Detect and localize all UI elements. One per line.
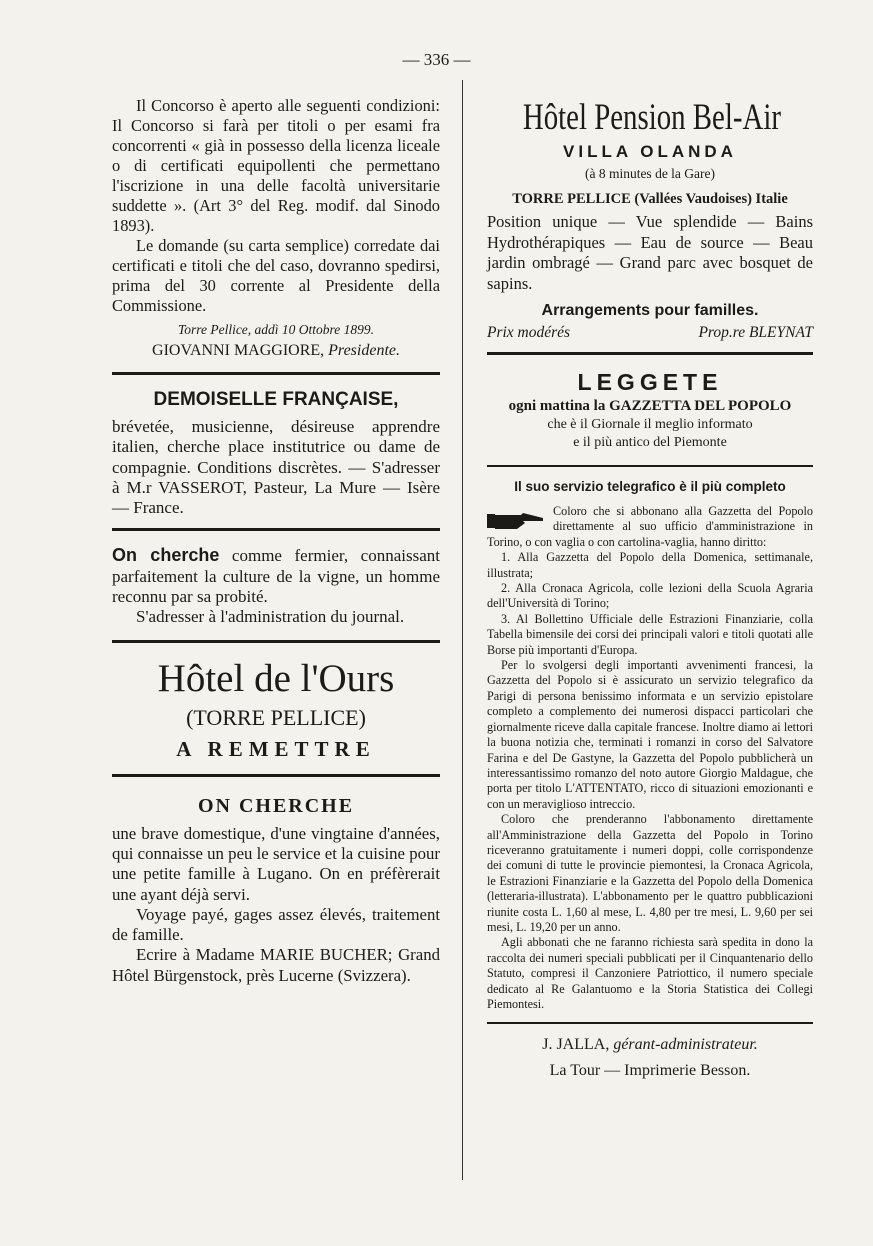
gazzetta-coloro: Coloro che prenderanno l'abbonamento direttamente all'Amministrazione della Gazzetta del Popolo in Torino riceveranno gratuitamente i numeri doppi, colle corrispondenze dei comuni di tutte le provincie piemontesi, la Cronaca Agricola, le Estrazioni Finanziarie e la Gazzetta del Popolo della Domenica (letteraria-illustrata). L'abbonamento per le quattro pubblicazioni riunite costa L. 1,60 al mese, L. 4,80 per tre mesi, L. 9,60 per sei mesi, L. 19,20 per un anno. xyxy=(487,812,813,934)
oncherche-paragraph-2: Voyage payé, gages assez élevés, traitement de famille. xyxy=(112,904,440,945)
gerant-line xyxy=(487,1036,813,1054)
gazzetta-svolgersi: Per lo svolgersi degli importanti avvenimenti francesi, la Gazzetta del Popolo si è assicurato un servizio telegrafico da Parigi di persona benissimo informata e un servizio epistolare completo a complemento dei numerosi dispacci particolari che giornalmente riceve dalla capitale francese. Inoltre diamo ai lettori la buona notizia che, terminati i romanzi in corso del Salvatore Farina e del De Gastyne, la Gazzetta del Popolo pubblicherà un interessantissimo romanzo del noto autore Giorgio Maldague, che porta per titolo L'ATTENTATO, ricco di situazioni emozionanti e con un meraviglioso intreccio. xyxy=(487,658,813,811)
fermier-paragraph xyxy=(112,545,440,607)
gazzetta-line-1: ogni mattina la GAZZETTA DEL POPOLO xyxy=(508,398,792,414)
fermier-contact: S'adresser à l'administration du journal. xyxy=(136,607,405,627)
left-column xyxy=(112,96,440,986)
gazzetta-agli-abbonati: Agli abbonati che ne faranno richiesta sarà spedita in dono la raccolta dei numeri speciali pubblicati per il Cinquantenario dello Statuto, compresi il Canzoniere Patriottico, il numero speciale dedicato al Re Galantuomo e la Storia Statistica dei Collegi Piemontesi. xyxy=(487,935,813,1011)
concorso-signature xyxy=(112,342,440,360)
oncherche-paragraph-3: Ecrire à Madame MARIE BUCHER; Grand Hôtel Bürgenstock, près Lucerne (Svizzera). xyxy=(112,945,440,985)
gazzetta-item-3: 3. Al Bollettino Ufficiale delle Estrazioni Finanziarie, colla Tabella bimensile dei corsi dei principali valori e titoli quotati alle Borse più importanti d'Europa. xyxy=(487,611,813,657)
demoiselle-body: brévetée, musicienne, désireuse apprendre italien, cherche place institutrice ou dame de compagnie. Conditions discrètes. — S'adresser à M.r VASSEROT, Pasteur, La Mure — Isère — France. xyxy=(112,417,440,518)
belair-proprietor: Prop.re BLEYNAT xyxy=(698,324,813,341)
pointing-hand-icon xyxy=(487,510,547,532)
gazzetta-telegrafico: Il suo servizio telegrafico è il più completo xyxy=(514,479,786,494)
signature-name: GIOVANNI MAGGIORE, xyxy=(152,342,325,359)
gazzetta-line-3: e il più antico del Piemonte xyxy=(573,435,727,450)
ours-remettre: A REMETTRE xyxy=(176,736,376,761)
section-rule xyxy=(112,372,440,375)
signature-role: Presidente. xyxy=(328,342,400,359)
belair-prix: Prix modérés xyxy=(487,324,571,341)
belair-location: TORRE PELLICE (Vallées Vaudoises) Italie xyxy=(512,191,788,207)
belair-minutes: (à 8 minutes de la Gare) xyxy=(584,166,716,181)
ours-title: Hôtel de l'Ours xyxy=(157,656,395,700)
section-rule xyxy=(112,528,440,531)
ours-subtitle: (TORRE PELLICE) xyxy=(186,704,366,730)
fermier-body: comme fermier, connaissant parfaitement la culture de la vigne, un homme reconnu par sa probité. xyxy=(112,546,440,607)
gazzetta-line-2: che è il Giornale il meglio informato xyxy=(547,417,753,432)
gazzetta-details xyxy=(487,504,813,1012)
section-rule xyxy=(487,465,813,467)
section-rule xyxy=(112,640,440,643)
belair-title: Hôtel Pension Bel-Air xyxy=(522,97,781,138)
belair-arrangements: Arrangements pour familles. xyxy=(541,302,759,319)
fermier-lead: On cherche xyxy=(112,545,220,566)
page-number: — 336 — xyxy=(402,50,471,69)
concorso-paragraph-1: Il Concorso è aperto alle seguenti condizioni: Il Concorso si farà per titoli o per esami fra concorrenti « già in possesso della licenza liceale o di certificati equipollenti che permettano l'iscrizione in una delle facoltà universitarie suddette ». (Art 3° del Reg. modif. dal Sinodo 1893). xyxy=(112,96,440,235)
section-rule xyxy=(112,774,440,777)
belair-footer xyxy=(487,324,813,342)
belair-villa: VILLA OLANDA xyxy=(563,142,737,161)
oncherche-title: ON CHERCHE xyxy=(197,794,355,817)
gazzetta-intro: Coloro che si abbonano alla Gazzetta del Popolo direttamente al suo ufficio d'amministrazione in Torino, o con vaglia o con cartolina-vaglia, hanno diritto: xyxy=(487,504,813,549)
concorso-paragraph-2: Le domande (su carta semplice) corredate dai certificati e titoli che del caso, dovranno spedirsi, prima del 30 corrente al Presidente della Commissione. xyxy=(112,236,440,315)
belair-body: Position unique — Vue splendide — Bains Hydrothérapiques — Eau de source — Beau jardin ombragé — Grand parc avec bosquet de sapins. xyxy=(487,212,813,293)
imprimerie-line: La Tour — Imprimerie Besson. xyxy=(549,1062,751,1080)
gazzetta-item-2: 2. Alla Cronaca Agricola, colle lezioni della Scuola Agraria dell'Università di Torino; xyxy=(487,581,813,611)
section-rule xyxy=(487,1022,813,1024)
column-divider xyxy=(462,80,463,1180)
gazzetta-leggete: LEGGETE xyxy=(577,369,723,395)
right-column xyxy=(487,96,813,1080)
section-rule xyxy=(487,352,813,355)
gerant-role: gérant-administrateur. xyxy=(613,1036,758,1054)
demoiselle-title: DEMOISELLE FRANÇAISE, xyxy=(153,389,399,410)
gerant-name: J. JALLA, xyxy=(542,1036,610,1054)
gazzetta-item-1: 1. Alla Gazzetta del Popolo della Domenica, settimanale, illustrata; xyxy=(487,550,813,580)
oncherche-paragraph-1: une brave domestique, d'une vingtaine d'années, qui connaisse un peu le service et la cuisine pour une petite famille à Lugano. On en préfèrerait une ayant déjà servi. xyxy=(112,823,440,904)
concorso-place-date: Torre Pellice, addì 10 Ottobre 1899. xyxy=(177,322,375,337)
